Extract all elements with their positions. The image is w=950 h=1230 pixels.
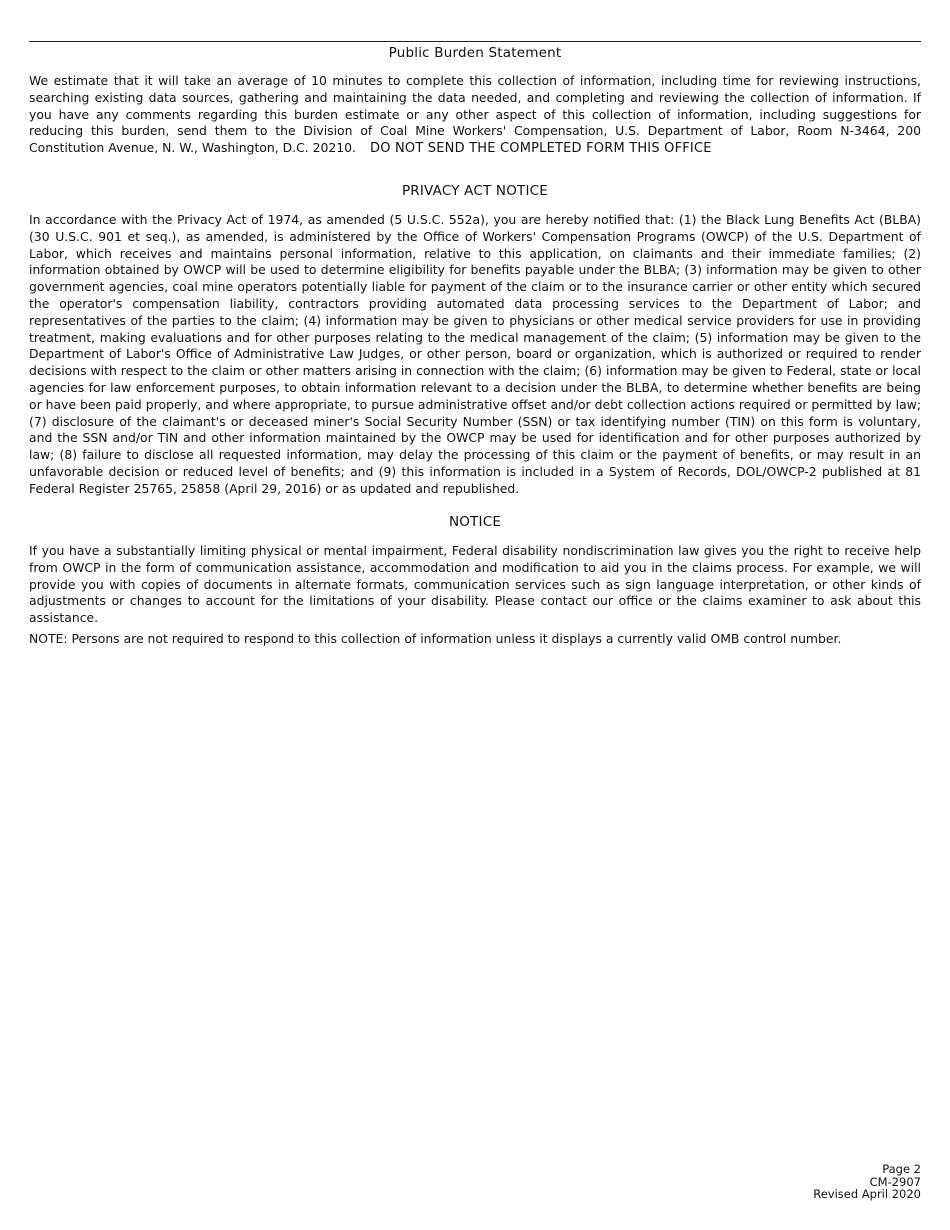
privacy-heading: PRIVACY ACT NOTICE: [401, 183, 549, 199]
top-divider: [29, 41, 921, 42]
form-number: CM-2907: [869, 1174, 921, 1189]
privacy-paragraph: In accordance with the Privacy Act of 1974, as amended (5 U.S.C. 552a), you are hereby notified that: (1) the Black Lung Benefits Act (BLBA) (30 U.S.C. 901 et seq.), as amended, is administered by the Office of Workers' Compensation Programs (OWCP) of the U.S. Department of Labor, which receives and maintains personal information, relative to this application, on claimants and their immediate families; (2) information obtained by OWCP will be used to determine eligibility for benefits payable under the BLBA; (3) information may be given to other government agencies, coal mine operators potentially liable for payment of the claim or to the insurance carrier or other entity which secured the operator's compensation liability, contractors providing automated data processing services to the Department of Labor; and representatives of the parties to the claim; (4) information may be given to physicians or other medical service providers for use in providing treatment, making evaluations and for other purposes relating to the medical management of the claim; (5) information may be given to the Department of Labor's Office of Administrative Law Judges, or other person, board or organization, which is authorized or required to render decisions with respect to the claim or other matters arising in connection with the claim; (6) information may be given to Federal, state or local agencies for law enforcement purposes, to obtain information relevant to a decision under the BLBA, to determine whether benefits are being or have been paid properly, and where appropriate, to pursue administrative offset and/or debt collection actions required or permitted by law; (7) disclosure of the claimant's or deceased miner's Social Security Number (SSN) or tax identifying number (TIN) on this form is voluntary, and the SSN and/or TIN and other information maintained by the OWCP may be used for identification and for other purposes authorized by law; (8) failure to disclose all requested information, may delay the processing of this claim or the payment of benefits, or may result in an unfavorable decision or reduced level of benefits; and (9) this information is included in a System of Records, DOL/OWCP-2 published at 81 Federal Register 25765, 25858 (April 29, 2016) or as updated and republished.: [29, 212, 921, 496]
notice-paragraph: If you have a substantially limiting physical or mental impairment, Federal disability nondiscrimination law gives you the right to receive help from OWCP in the form of communication assistance, accommodation and modification to aid you in the claims process. For example, we will provide you with copies of documents in alternate formats, communication services such as sign language interpretation, or other kinds of adjustments or changes to account for the limitations of your disability. Please contact our office or the claims examiner to ask about this assistance.: [29, 543, 921, 626]
do-not-send-notice: DO NOT SEND THE COMPLETED FORM THIS OFFICE: [369, 141, 712, 157]
notice-heading: NOTICE: [448, 514, 502, 530]
document-page: [29, 0, 921, 1230]
burden-heading: Public Burden Statement: [388, 45, 562, 61]
burden-paragraph: [29, 73, 921, 158]
revision-date: Revised April 2020: [813, 1187, 921, 1201]
burden-body: We estimate that it will take an average of 10 minutes to complete this collection of information, including time for reviewing instructions, searching existing data sources, gathering and maintaining the data needed, and completing and reviewing the collection of information. If you have any comments regarding this burden estimate or any other aspect of this collection of information, including suggestions for reducing this burden, send them to the Division of Coal Mine Workers' Compensation, U.S. Department of Labor, Room N-3464, 200 Constitution Avenue, N. W., Washington, D.C. 20210.: [29, 73, 921, 156]
page-footer: [621, 1163, 921, 1201]
omb-note: NOTE: Persons are not required to respond to this collection of information unless it displays a currently valid OMB control number.: [29, 631, 842, 646]
page-number: Page 2: [882, 1162, 921, 1176]
